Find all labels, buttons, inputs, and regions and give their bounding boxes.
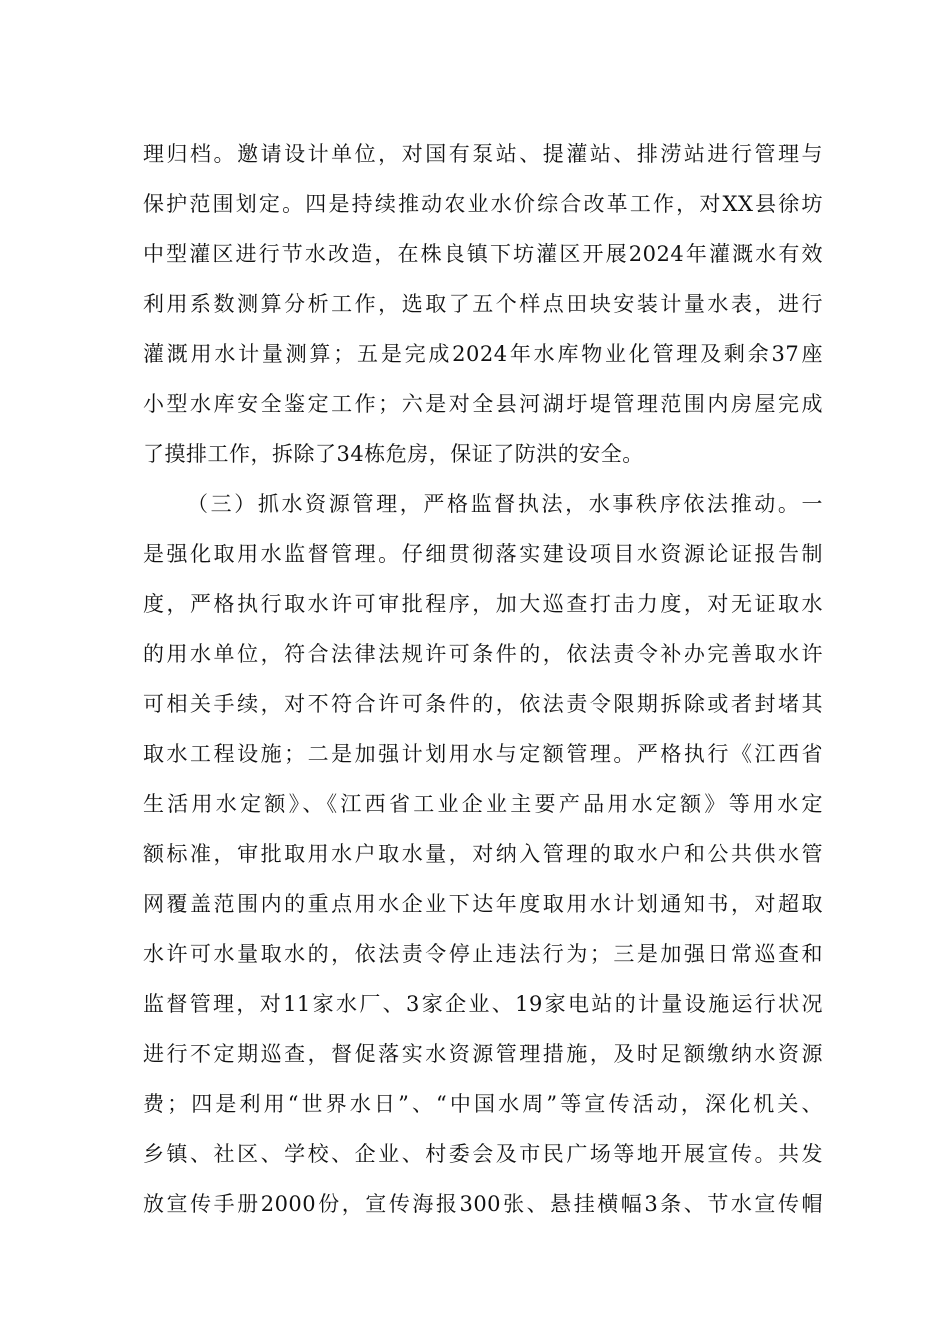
paragraph-line: 是强化取用水监督管理。仔细贯彻落实建设项目水资源论证报告制 xyxy=(143,542,823,566)
paragraph-line: 放宣传手册2000份，宣传海报300张、悬挂横幅3条、节水宣传帽 xyxy=(143,1192,823,1216)
paragraph-line: （三）抓水资源管理，严格监督执法，水事秩序依法推动。一 xyxy=(187,492,823,516)
paragraph-line: 度，严格执行取水许可审批程序，加大巡查打击力度，对无证取水 xyxy=(143,592,823,616)
paragraph-line: 保护范围划定。四是持续推动农业水价综合改革工作，对XX县徐坊 xyxy=(143,192,823,216)
paragraph-line: 乡镇、社区、学校、企业、村委会及市民广场等地开展宣传。共发 xyxy=(143,1142,823,1166)
paragraph-line: 取水工程设施；二是加强计划用水与定额管理。严格执行《江西省 xyxy=(143,742,823,766)
paragraph-line: 可相关手续，对不符合许可条件的，依法责令限期拆除或者封堵其 xyxy=(143,692,823,716)
paragraph-line: 进行不定期巡查，督促落实水资源管理措施，及时足额缴纳水资源 xyxy=(143,1042,823,1066)
paragraph-line: 中型灌区进行节水改造，在株良镇下坊灌区开展2024年灌溉水有效 xyxy=(143,242,823,266)
paragraph-line: 的用水单位，符合法律法规许可条件的，依法责令补办完善取水许 xyxy=(143,642,823,666)
paragraph-line: 额标准，审批取用水户取水量，对纳入管理的取水户和公共供水管 xyxy=(143,842,823,866)
paragraph-line: 理归档。邀请设计单位，对国有泵站、提灌站、排涝站进行管理与 xyxy=(143,142,823,166)
paragraph-line: 费；四是利用“世界水日”、“中国水周”等宣传活动，深化机关、 xyxy=(143,1092,823,1116)
paragraph-line: 灌溉用水计量测算；五是完成2024年水库物业化管理及剩余37座 xyxy=(143,342,823,366)
paragraph-line: 水许可水量取水的，依法责令停止违法行为；三是加强日常巡查和 xyxy=(143,942,823,966)
paragraph-line: 利用系数测算分析工作，选取了五个样点田块安装计量水表，进行 xyxy=(143,292,823,316)
paragraph-line: 了摸排工作，拆除了34栋危房，保证了防洪的安全。 xyxy=(143,442,644,466)
paragraph-line: 小型水库安全鉴定工作；六是对全县河湖圩堤管理范围内房屋完成 xyxy=(143,392,823,416)
paragraph-line: 生活用水定额》、《江西省工业企业主要产品用水定额》等用水定 xyxy=(143,792,823,816)
paragraph-line: 监督管理，对11家水厂、3家企业、19家电站的计量设施运行状况 xyxy=(143,992,823,1016)
paragraph-line: 网覆盖范围内的重点用水企业下达年度取用水计划通知书，对超取 xyxy=(143,892,823,916)
